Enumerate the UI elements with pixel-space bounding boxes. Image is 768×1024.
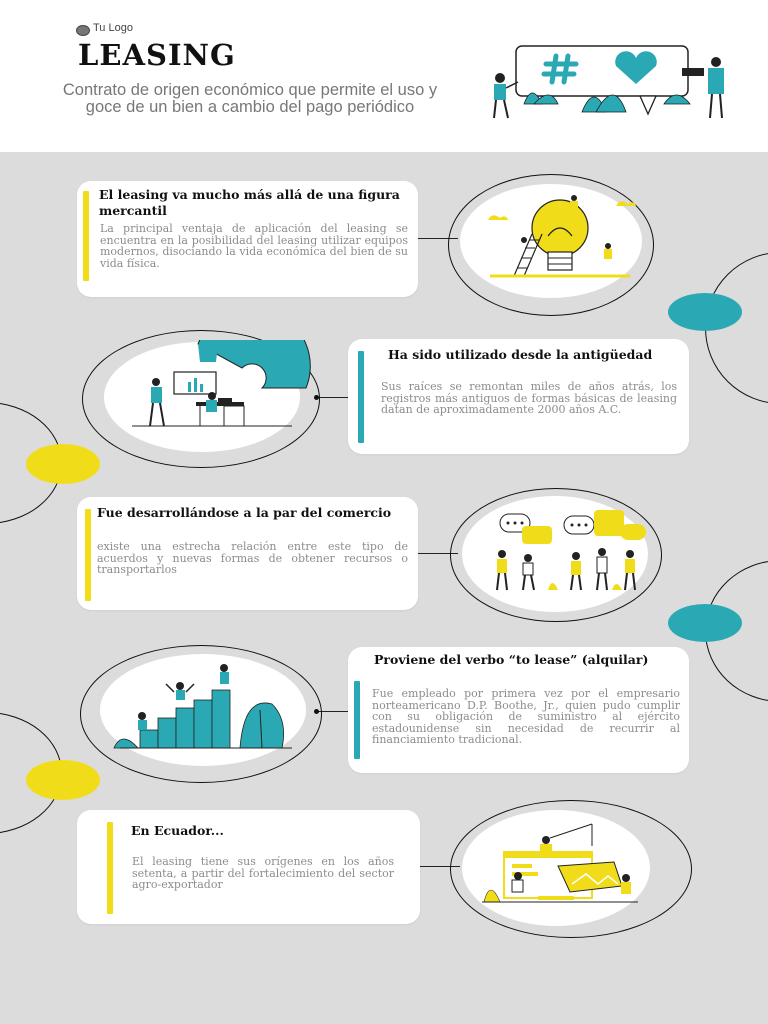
card-body: Fue empleado por primera vez por el empresario norteamericano D.P. Boothe, Jr., quien pudo cumplir con su obligación de suministro al ejército estadounidense sin necesidad de recurrir al financiamiento tradicional. bbox=[372, 687, 680, 746]
social-media-illustration bbox=[484, 42, 734, 124]
accent-bar bbox=[83, 191, 89, 281]
info-card bbox=[348, 339, 689, 454]
info-card bbox=[77, 181, 418, 297]
logo-icon bbox=[76, 25, 90, 36]
accent-bar bbox=[354, 681, 360, 759]
people-chatting-illustration bbox=[482, 506, 652, 598]
podium-steps-illustration bbox=[112, 660, 302, 756]
card-title: El leasing va mucho más allá de una figura mercantil bbox=[99, 187, 400, 218]
page-title: LEASING bbox=[78, 38, 236, 72]
connector-line bbox=[318, 711, 348, 712]
card-body: La principal ventaja de aplicación del leasing se encuentra en la posibilidad del leasing utilizar equipos modernos, disociando la vida económica del bien de su vida física. bbox=[100, 222, 408, 270]
website-building-illustration bbox=[474, 816, 644, 912]
card-body: El leasing tiene sus orígenes en los años setenta, a partir del fortalecimiento del sector agro-exportador bbox=[132, 855, 394, 891]
card-title: Proviene del verbo “to lease” (alquilar) bbox=[374, 652, 649, 667]
connector-line bbox=[318, 397, 348, 398]
card-body: Sus raíces se remontan miles de años atrás, los registros más antiguos de formas básicas de leasing datan de aproximadamente 2000 años A.C. bbox=[381, 380, 677, 416]
card-title: Ha sido utilizado desde la antigüedad bbox=[388, 347, 653, 362]
teal-dot-decoration bbox=[668, 293, 742, 331]
teal-dot-decoration bbox=[668, 604, 742, 642]
yellow-dot-decoration bbox=[26, 760, 100, 800]
yellow-dot-decoration bbox=[26, 444, 100, 484]
page-subtitle: Contrato de origen económico que permite el uso y goce de un bien a cambio del pago periódico bbox=[62, 81, 438, 116]
card-body: existe una estrecha relación entre este tipo de acuerdos y nuevas formas de obtener recursos o transportarlos bbox=[97, 540, 408, 576]
card-title: Fue desarrollándose a la par del comercio bbox=[97, 505, 392, 520]
info-card bbox=[77, 810, 420, 924]
card-title: En Ecuador... bbox=[131, 823, 224, 838]
accent-bar bbox=[358, 351, 364, 443]
accent-bar bbox=[85, 509, 91, 601]
accent-bar bbox=[107, 822, 113, 914]
office-presentation-illustration bbox=[112, 340, 312, 440]
info-card bbox=[77, 497, 418, 610]
logo-text: Tu Logo bbox=[93, 22, 133, 34]
header bbox=[0, 0, 768, 152]
lightbulb-ladder-illustration bbox=[470, 190, 640, 290]
info-card bbox=[348, 647, 689, 773]
